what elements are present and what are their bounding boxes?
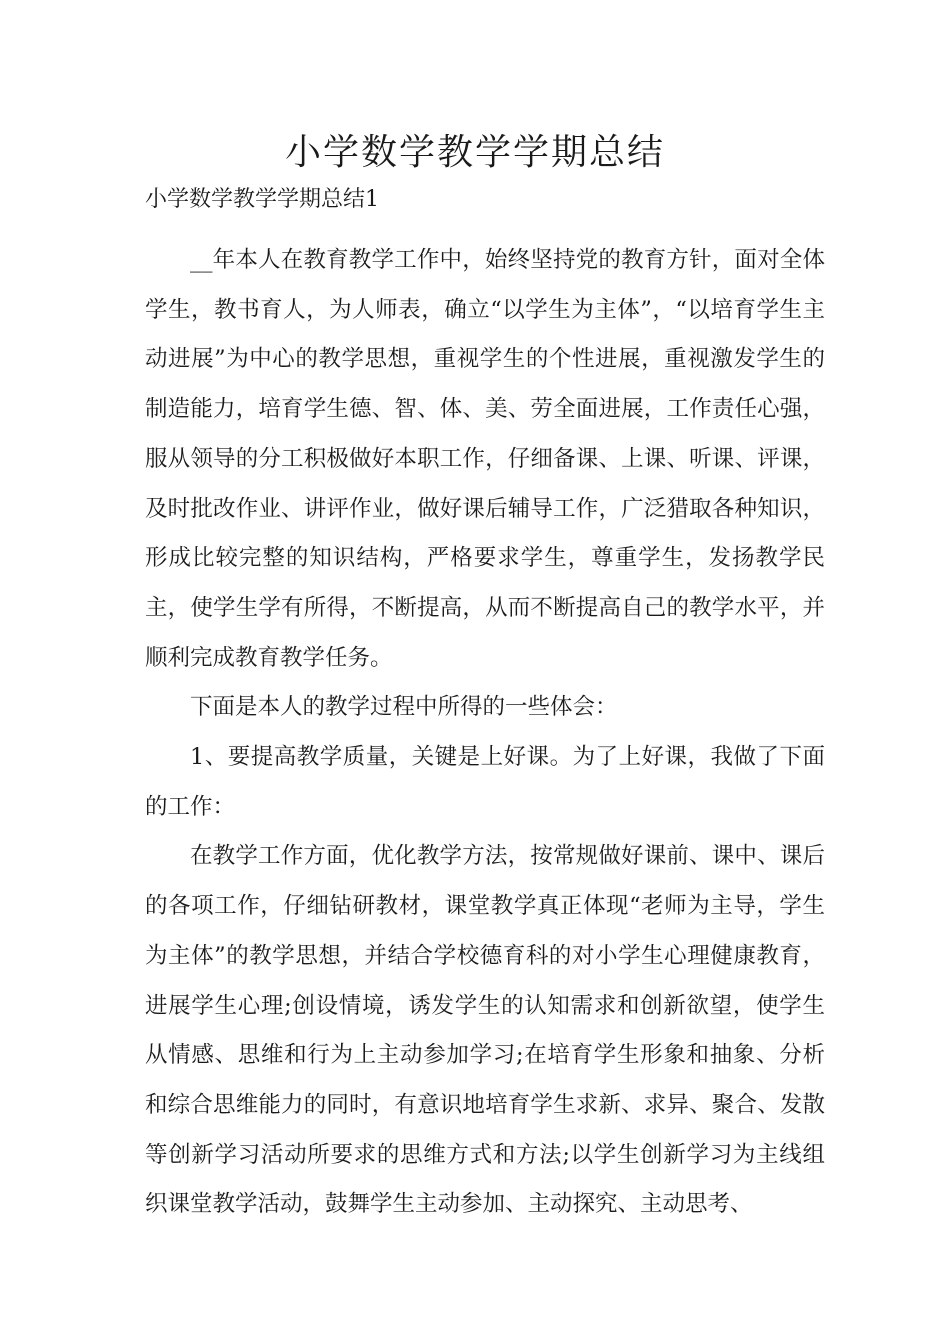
document-body [145, 236, 825, 1230]
document-title: 小学数学教学学期总结 [284, 132, 665, 173]
section-heading: 小学数学教学学期总结1 [145, 187, 379, 212]
paragraph: __年本人在教育教学工作中，始终坚持党的教育方针，面对全体学生，教书育人，为人师表，确立“以学生为主体”，“以培育学生主动进展”为中心的教学思想，重视学生的个性进展，重视激发学生的制造能力，培育学生德、智、体、美、劳全面进展，工作责任心强，服从领导的分工积极做好本职工作，仔细备课、上课、听课、评课，及时批改作业、讲评作业，做好课后辅导工作，广泛猎取各种知识，形成比较完整的知识结构，严格要求学生，尊重学生，发扬教学民主，使学生学有所得，不断提高，从而不断提高自己的教学水平，并顺利完成教育教学任务。 [145, 247, 825, 671]
paragraph: 下面是本人的教学过程中所得的一些体会： [190, 694, 618, 721]
paragraph: 1、要提高教学质量，关键是上好课。为了上好课，我做了下面的工作： [145, 744, 825, 820]
paragraph: 在教学工作方面，优化教学方法，按常规做好课前、课中、课后的各项工作，仔细钻研教材，课堂教学真正体现“老师为主导，学生为主体”的教学思想，并结合学校德育科的对小学生心理健康教育，进展学生心理;创设情境，诱发学生的认知需求和创新欲望，使学生从情感、思维和行为上主动参加学习;在培育学生形象和抽象、分析和综合思维能力的同时，有意识地培育学生求新、求异、聚合、发散等创新学习活动所要求的思维方式和方法;以学生创新学习为主线组织课堂教学活动，鼓舞学生主动参加、主动探究、主动思考、 [145, 843, 825, 1218]
